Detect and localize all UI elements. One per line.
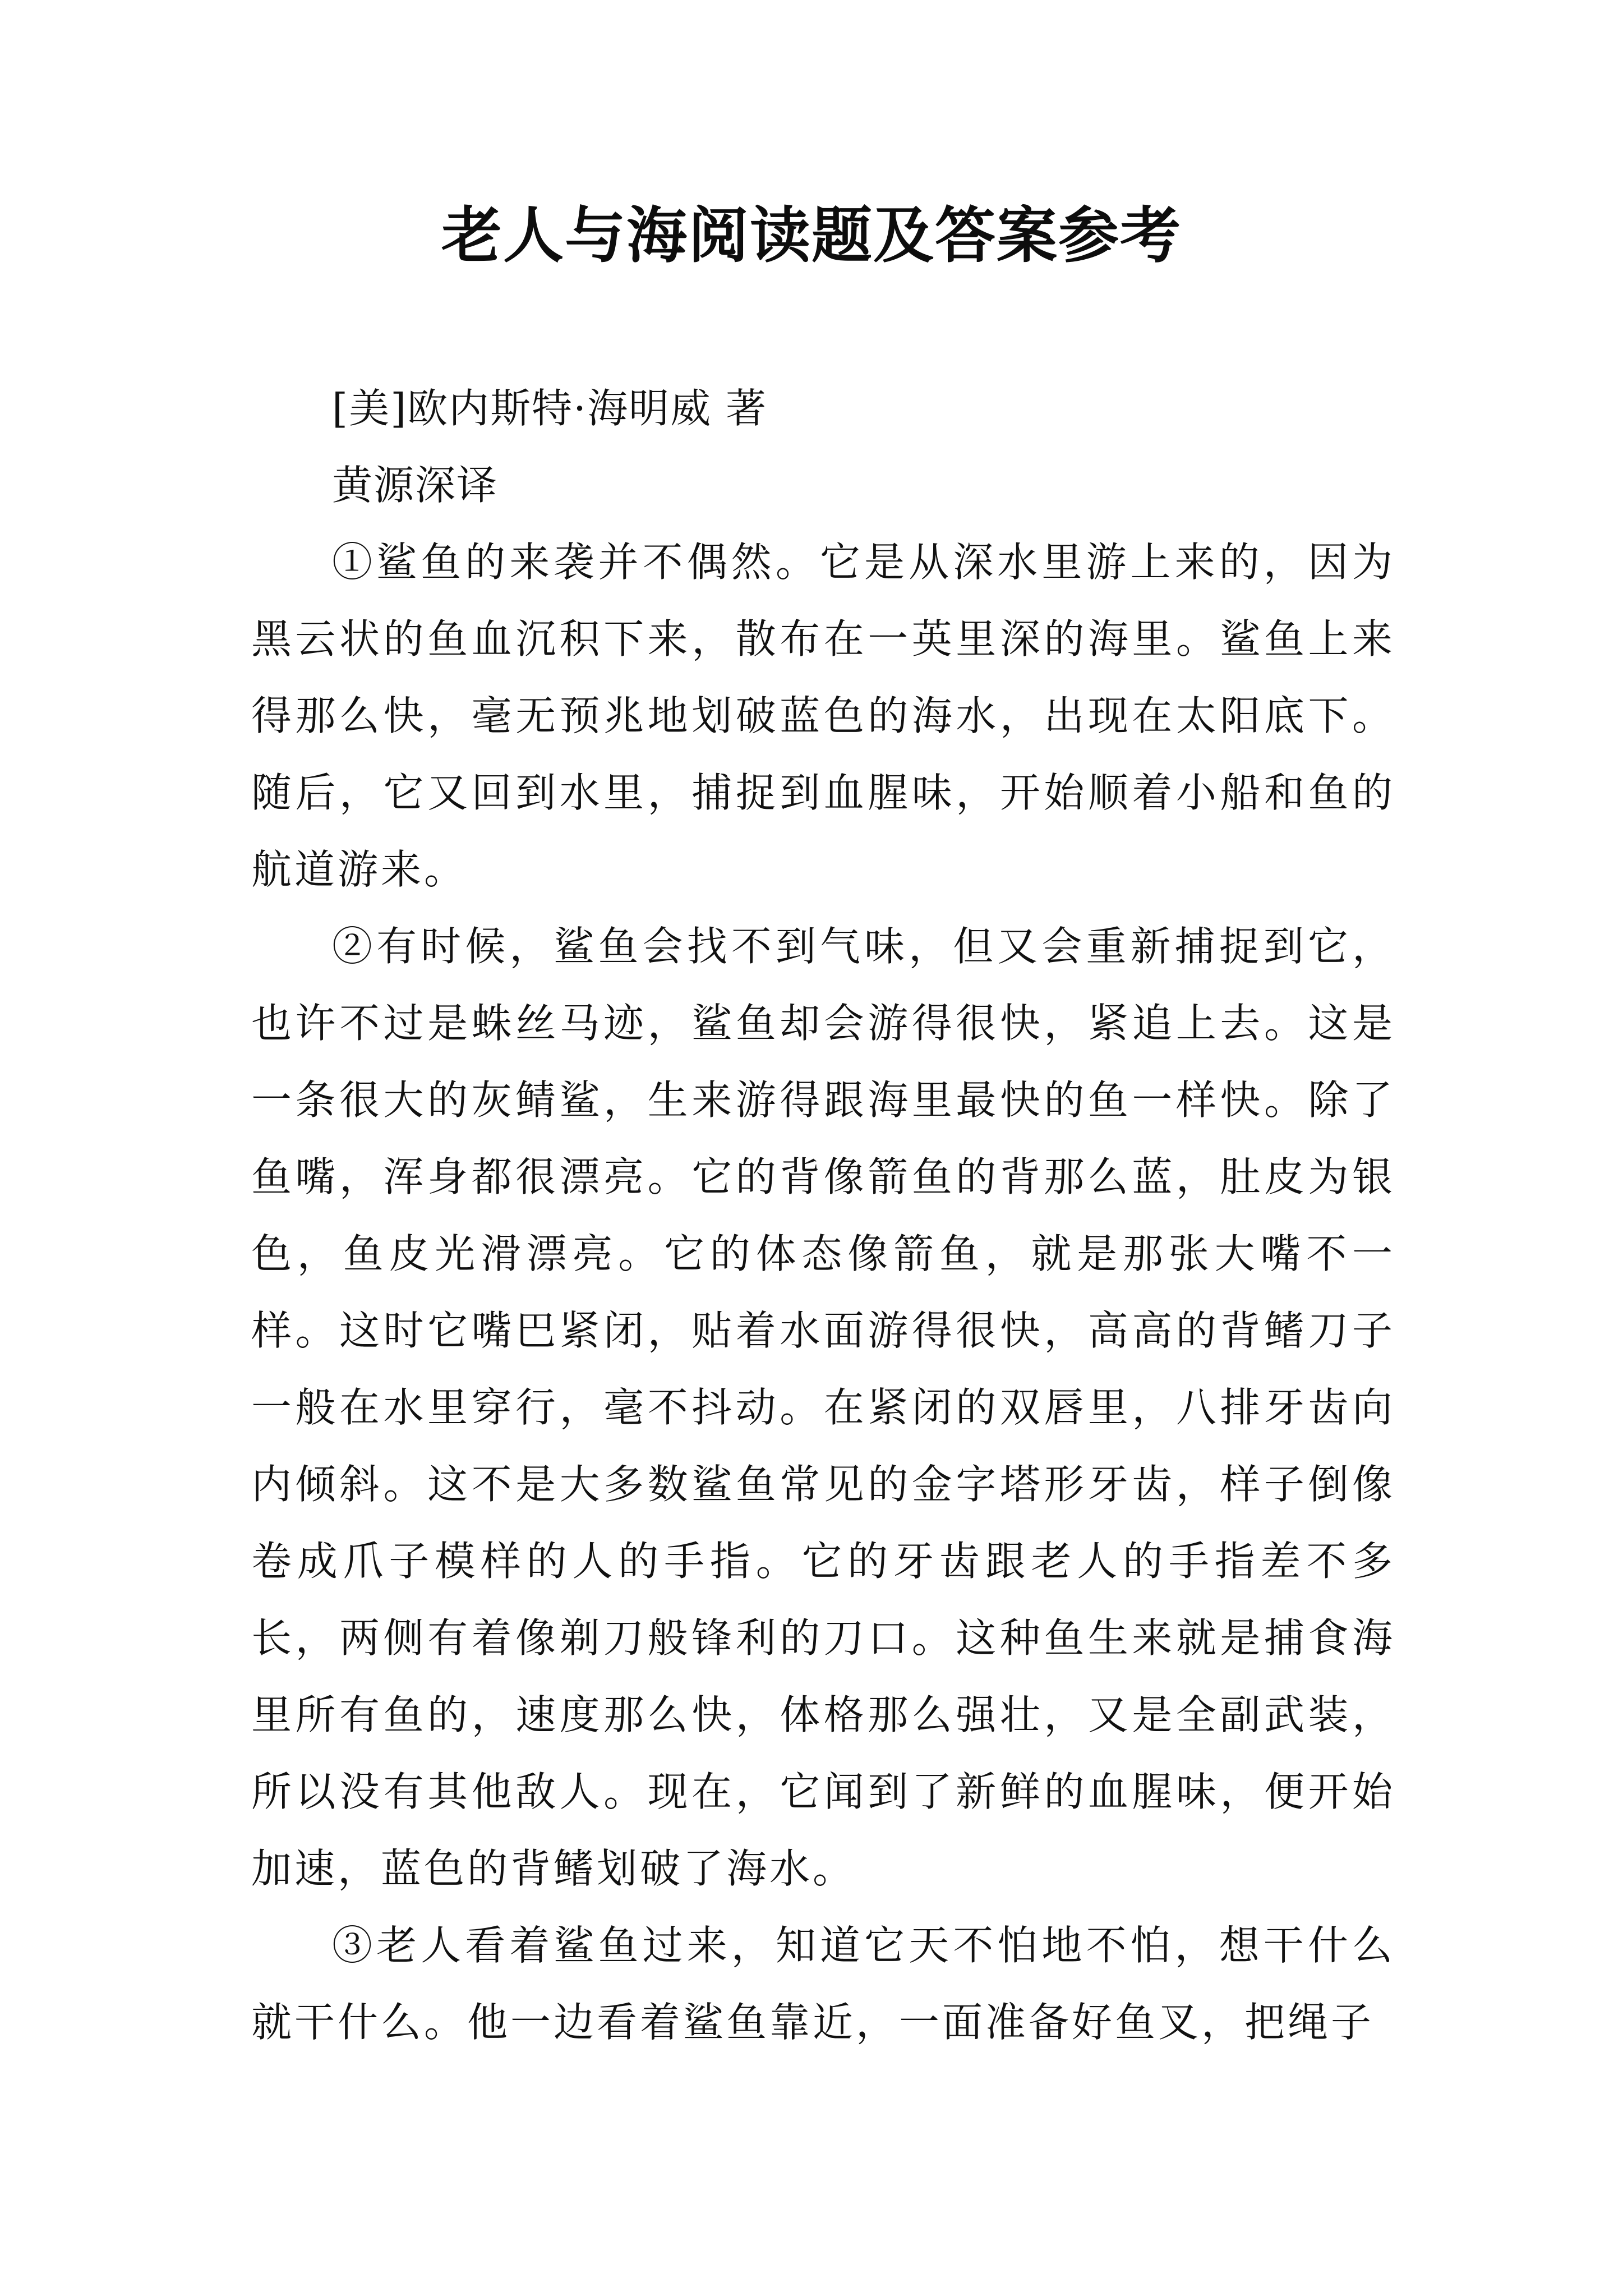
translator-line: 黄源深译 bbox=[332, 462, 499, 509]
document-title: 老人与海阅读题及答案参考 bbox=[441, 200, 1182, 271]
paragraph-1: ①鲨鱼的来袭并不偶然。它是从深水里游上来的，因为黑云状的鱼血沉积下来，散布在一英里深的海里。鲨鱼上来得那么快，毫无预兆地划破蓝色的海水，出现在太阳底下。随后，它又回到水里，捕捉到血腥味，开始顺着小船和鱼的航道游来。 bbox=[251, 539, 1395, 893]
author-line: [美]欧内斯特·海明威 著 bbox=[332, 385, 767, 432]
paragraph-3: ③老人看着鲨鱼过来，知道它天不怕地不怕，想干什么就干什么。他一边看着鲨鱼靠近，一面准备好鱼叉，把绳子 bbox=[251, 1922, 1395, 2046]
document-body bbox=[251, 370, 1395, 2061]
paragraph-2: ②有时候，鲨鱼会找不到气味，但又会重新捕捉到它，也许不过是蛛丝马迹，鲨鱼却会游得很快，紧追上去。这是一条很大的灰鲭鲨，生来游得跟海里最快的鱼一样快。除了鱼嘴，浑身都很漂亮。它的背像箭鱼的背那么蓝，肚皮为银色，鱼皮光滑漂亮。它的体态像箭鱼，就是那张大嘴不一样。这时它嘴巴紧闭，贴着水面游得很快，高高的背鳍刀子一般在水里穿行，毫不抖动。在紧闭的双唇里，八排牙齿向内倾斜。这不是大多数鲨鱼常见的金字塔形牙齿，样子倒像卷成爪子模样的人的手指。它的牙齿跟老人的手指差不多长，两侧有着像剃刀般锋利的刀口。这种鱼生来就是捕食海里所有鱼的，速度那么快，体格那么强壮，又是全副武装，所以没有其他敌人。现在，它闻到了新鲜的血腥味，便开始加速，蓝色的背鳍划破了海水。 bbox=[251, 923, 1395, 1892]
